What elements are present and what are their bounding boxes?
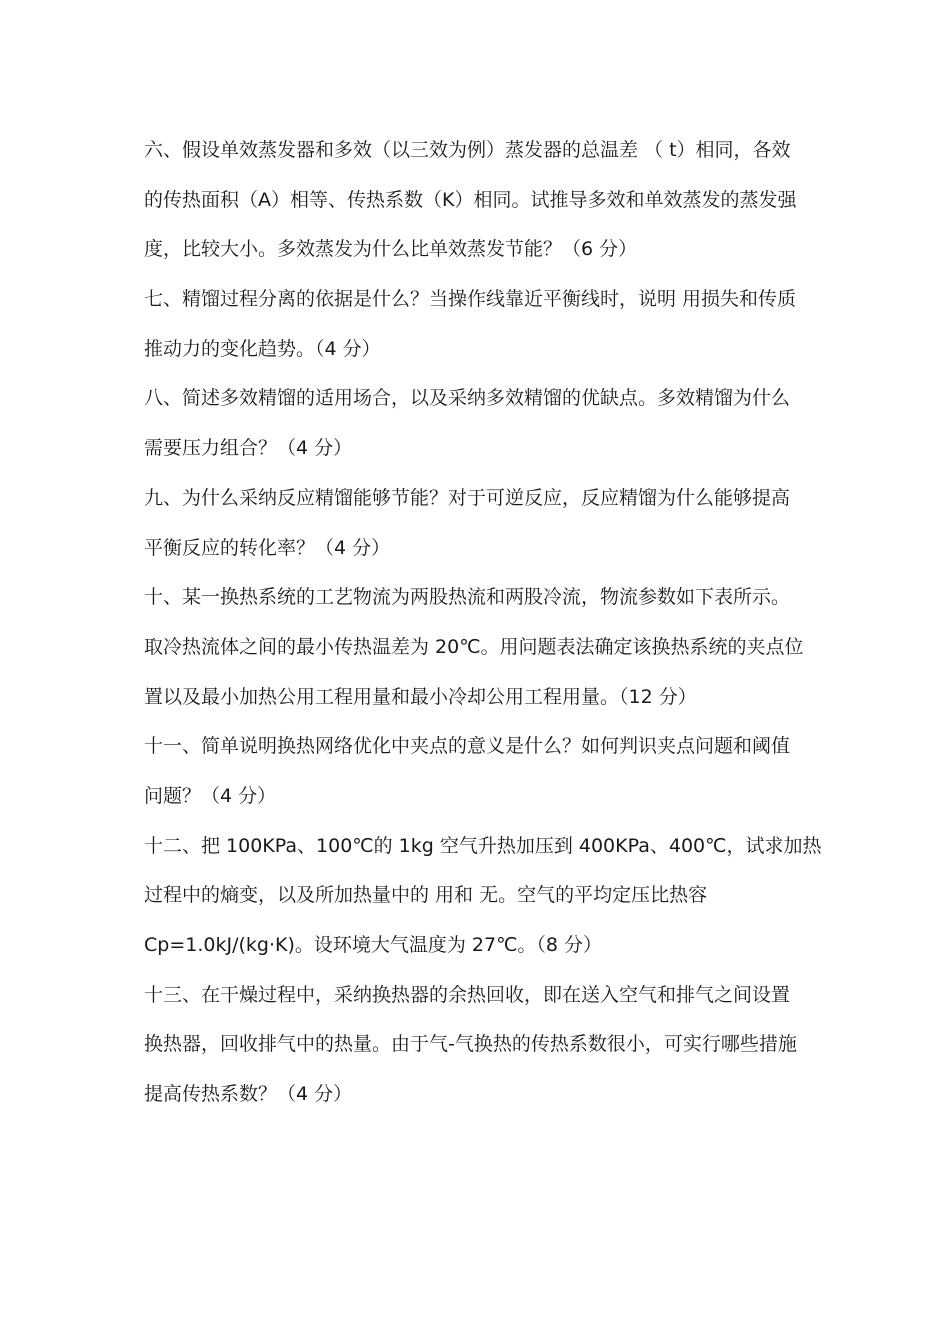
question-11-line-1: 十一、简单说明换热网络优化中夹点的意义是什么？如何判识夹点问题和阈值 — [144, 735, 791, 758]
question-6-line-2: 的传热面积（A）相等、传热系数（K）相同。试推导多效和单效蒸发的蒸发强 — [144, 188, 797, 211]
question-12-line-1: 十二、把 100KPa、100℃的 1kg 空气升热加压到 400KPa、400℃，试求加热 — [144, 834, 822, 857]
question-12-line-3: Cp=1.0kJ/(kg·K)。设环境大气温度为 27℃。（8 分） — [144, 934, 603, 956]
question-8-line-1: 八、简述多效精馏的适用场合，以及采纳多效精馏的优缺点。多效精馏为什么 — [144, 387, 791, 410]
question-6-line-3: 度，比较大小。多效蒸发为什么比单效蒸发节能？（6 分） — [144, 238, 638, 261]
question-9-line-1: 九、为什么采纳反应精馏能够节能？对于可逆反应，反应精馏为什么能够提高 — [144, 486, 791, 509]
question-6-line-1: 六、假设单效蒸发器和多效（以三效为例）蒸发器的总温差 （ t）相同，各效 — [144, 139, 791, 161]
question-8-line-2: 需要压力组合？（4 分） — [144, 437, 353, 460]
document-page — [144, 126, 822, 1120]
question-9-line-2: 平衡反应的转化率？（4 分） — [144, 536, 391, 559]
question-7-line-2: 推动力的变化趋势。（4 分） — [144, 337, 381, 360]
question-12-line-2: 过程中的熵变，以及所加热量中的 用和 无。空气的平均定压比热容 — [144, 884, 708, 907]
question-13-line-1: 十三、在干燥过程中，采纳换热器的余热回收，即在送入空气和排气之间设置 — [144, 983, 791, 1006]
question-7-line-1: 七、精馏过程分离的依据是什么？当操作线靠近平衡线时，说明 用损失和传质 — [144, 288, 797, 311]
question-10-line-1: 十、某一换热系统的工艺物流为两股热流和两股冷流，物流参数如下表所示。 — [144, 586, 791, 609]
question-13-line-2: 换热器，回收排气中的热量。由于气-气换热的传热系数很小，可实行哪些措施 — [144, 1033, 797, 1056]
question-11-line-2: 问题？（4 分） — [144, 784, 277, 807]
question-13-line-3: 提高传热系数？（4 分） — [144, 1083, 353, 1106]
question-10-line-3: 置以及最小加热公用工程用量和最小冷却公用工程用量。（12 分） — [144, 685, 697, 708]
question-10-line-2: 取冷热流体之间的最小传热温差为 20℃。用问题表法确定该换热系统的夹点位 — [144, 635, 804, 658]
